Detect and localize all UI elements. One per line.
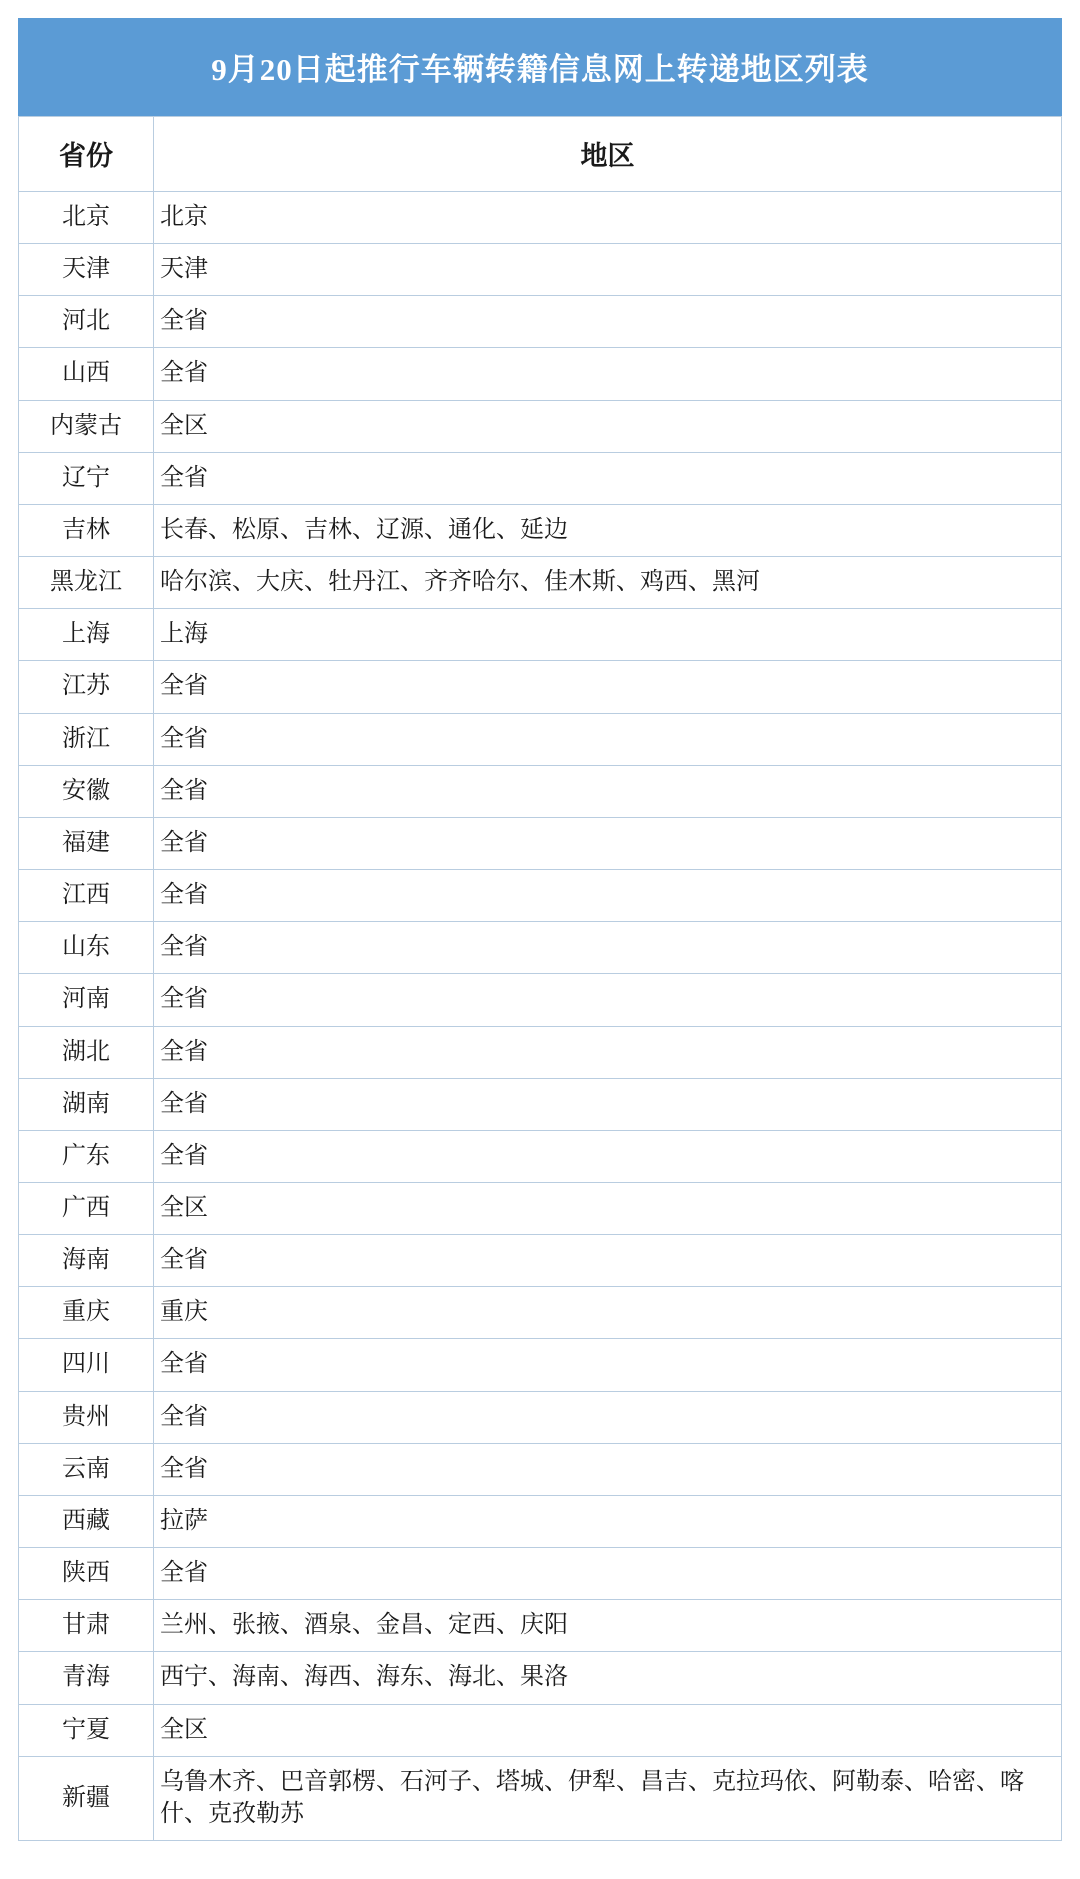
table-row xyxy=(19,557,1062,609)
cell-area: 哈尔滨、大庆、牡丹江、齐齐哈尔、佳木斯、鸡西、黑河 xyxy=(154,557,1062,609)
cell-province: 安徽 xyxy=(19,765,154,817)
table-row xyxy=(19,1182,1062,1234)
cell-area: 全省 xyxy=(154,1130,1062,1182)
cell-province: 广东 xyxy=(19,1130,154,1182)
table-row xyxy=(19,609,1062,661)
cell-province: 天津 xyxy=(19,244,154,296)
table-row xyxy=(19,1756,1062,1840)
table-row xyxy=(19,1026,1062,1078)
cell-province: 云南 xyxy=(19,1443,154,1495)
cell-area: 全省 xyxy=(154,1548,1062,1600)
cell-province: 广西 xyxy=(19,1182,154,1234)
table-row xyxy=(19,661,1062,713)
cell-province: 新疆 xyxy=(19,1756,154,1840)
table-row xyxy=(19,1339,1062,1391)
cell-province: 青海 xyxy=(19,1652,154,1704)
table-row xyxy=(19,1391,1062,1443)
cell-area: 全省 xyxy=(154,1443,1062,1495)
cell-province: 陕西 xyxy=(19,1548,154,1600)
cell-area: 全省 xyxy=(154,452,1062,504)
cell-province: 北京 xyxy=(19,192,154,244)
cell-province: 河北 xyxy=(19,296,154,348)
cell-area: 北京 xyxy=(154,192,1062,244)
table-row xyxy=(19,765,1062,817)
cell-area: 兰州、张掖、酒泉、金昌、定西、庆阳 xyxy=(154,1600,1062,1652)
table-row xyxy=(19,1235,1062,1287)
cell-area: 重庆 xyxy=(154,1287,1062,1339)
cell-area: 西宁、海南、海西、海东、海北、果洛 xyxy=(154,1652,1062,1704)
table-row xyxy=(19,244,1062,296)
cell-area: 全省 xyxy=(154,817,1062,869)
column-header-area: 地区 xyxy=(154,117,1062,192)
cell-province: 江苏 xyxy=(19,661,154,713)
cell-province: 吉林 xyxy=(19,504,154,556)
cell-province: 西藏 xyxy=(19,1495,154,1547)
cell-area: 乌鲁木齐、巴音郭楞、石河子、塔城、伊犁、昌吉、克拉玛依、阿勒泰、哈密、喀什、克孜勒苏 xyxy=(154,1756,1062,1840)
table-row xyxy=(19,1652,1062,1704)
cell-province: 山东 xyxy=(19,922,154,974)
cell-province: 福建 xyxy=(19,817,154,869)
cell-province: 河南 xyxy=(19,974,154,1026)
cell-area: 全区 xyxy=(154,1182,1062,1234)
cell-province: 湖南 xyxy=(19,1078,154,1130)
table-row xyxy=(19,1287,1062,1339)
cell-province: 山西 xyxy=(19,348,154,400)
table-row xyxy=(19,1495,1062,1547)
table-row xyxy=(19,1704,1062,1756)
table-row xyxy=(19,1130,1062,1182)
table-row xyxy=(19,817,1062,869)
cell-area: 全省 xyxy=(154,348,1062,400)
cell-province: 辽宁 xyxy=(19,452,154,504)
table-row xyxy=(19,452,1062,504)
cell-province: 贵州 xyxy=(19,1391,154,1443)
cell-area: 长春、松原、吉林、辽源、通化、延边 xyxy=(154,504,1062,556)
cell-province: 宁夏 xyxy=(19,1704,154,1756)
cell-area: 全省 xyxy=(154,765,1062,817)
table-row xyxy=(19,296,1062,348)
cell-area: 全区 xyxy=(154,1704,1062,1756)
page-title: 9月20日起推行车辆转籍信息网上转递地区列表 xyxy=(18,18,1062,116)
cell-area: 天津 xyxy=(154,244,1062,296)
cell-area: 全省 xyxy=(154,296,1062,348)
table-row xyxy=(19,1443,1062,1495)
cell-province: 黑龙江 xyxy=(19,557,154,609)
table-row xyxy=(19,348,1062,400)
cell-province: 江西 xyxy=(19,870,154,922)
cell-area: 全省 xyxy=(154,1339,1062,1391)
cell-area: 全省 xyxy=(154,1235,1062,1287)
table-row xyxy=(19,870,1062,922)
cell-area: 全省 xyxy=(154,661,1062,713)
bottom-spacer xyxy=(18,1841,1062,1855)
table-row xyxy=(19,1548,1062,1600)
table-row xyxy=(19,192,1062,244)
cell-province: 甘肃 xyxy=(19,1600,154,1652)
table-row xyxy=(19,974,1062,1026)
table-row xyxy=(19,504,1062,556)
cell-province: 内蒙古 xyxy=(19,400,154,452)
cell-province: 海南 xyxy=(19,1235,154,1287)
cell-area: 全省 xyxy=(154,1078,1062,1130)
region-list-table xyxy=(18,116,1062,1841)
table-header-row xyxy=(19,117,1062,192)
table-row xyxy=(19,1078,1062,1130)
table-row xyxy=(19,1600,1062,1652)
cell-area: 全省 xyxy=(154,870,1062,922)
cell-province: 湖北 xyxy=(19,1026,154,1078)
table-row xyxy=(19,713,1062,765)
cell-area: 全省 xyxy=(154,922,1062,974)
cell-area: 全省 xyxy=(154,1026,1062,1078)
table-body xyxy=(19,192,1062,1841)
cell-area: 拉萨 xyxy=(154,1495,1062,1547)
cell-area: 全省 xyxy=(154,713,1062,765)
cell-province: 浙江 xyxy=(19,713,154,765)
cell-area: 全区 xyxy=(154,400,1062,452)
table-row xyxy=(19,400,1062,452)
column-header-province: 省份 xyxy=(19,117,154,192)
table-row xyxy=(19,922,1062,974)
cell-province: 四川 xyxy=(19,1339,154,1391)
cell-area: 全省 xyxy=(154,974,1062,1026)
cell-province: 重庆 xyxy=(19,1287,154,1339)
table-header xyxy=(19,117,1062,192)
cell-area: 上海 xyxy=(154,609,1062,661)
cell-province: 上海 xyxy=(19,609,154,661)
cell-area: 全省 xyxy=(154,1391,1062,1443)
